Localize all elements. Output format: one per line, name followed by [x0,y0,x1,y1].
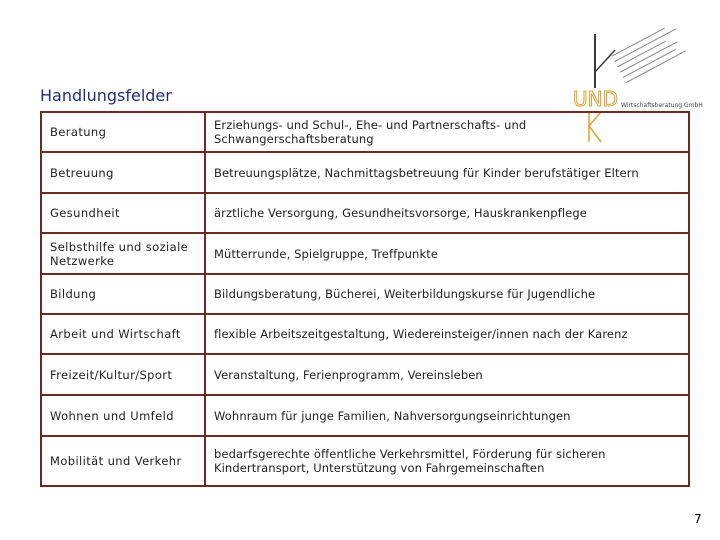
field-name-cell: Betreuung [41,152,205,193]
field-description-cell: Erziehungs- und Schul-, Ehe- und Partnerschafts- und Schwangerschaftsberatung [205,112,689,152]
table-body [41,112,689,486]
field-description-cell: Bildungsberatung, Bücherei, Weiterbildungskurse für Jugendliche [205,274,689,314]
fields-table [40,111,690,487]
table-row [41,354,689,395]
field-description-cell: Veranstaltung, Ferienprogramm, Vereinsleben [205,354,689,395]
field-name-cell: Beratung [41,112,205,152]
table-row [41,314,689,354]
field-name-cell: Wohnen und Umfeld [41,395,205,436]
logo-k-arm [595,50,615,72]
table-row [41,436,689,486]
field-name-cell: Bildung [41,274,205,314]
page-title: Handlungsfelder [40,86,172,105]
field-description-cell: Mütterrunde, Spielgruppe, Treffpunkte [205,233,689,274]
logo-subtitle: Wirtschaftsberatung GmbH [621,102,703,109]
table-row [41,233,689,274]
field-name-cell: Mobilität und Verkehr [41,436,205,486]
table-row [41,112,689,152]
field-description-cell: ärztliche Versorgung, Gesundheitsvorsorge, Hauskrankenpflege [205,193,689,233]
field-description-cell: bedarfsgerechte öffentliche Verkehrsmittel, Förderung für sicheren Kindertransport, Unterstützung von Fahrgemeinschaften [205,436,689,486]
page-number: 7 [694,512,702,526]
field-name-cell: Selbsthilfe und soziale Netzwerke [41,233,205,274]
field-description-cell: flexible Arbeitszeitgestaltung, Wiedereinsteiger/innen nach der Karenz [205,314,689,354]
field-description-cell: Wohnraum für junge Familien, Nahversorgungseinrichtungen [205,395,689,436]
logo-word: UND [573,87,618,111]
table-row [41,193,689,233]
table-row [41,395,689,436]
field-name-cell: Gesundheit [41,193,205,233]
table-row [41,274,689,314]
field-name-cell: Arbeit und Wirtschaft [41,314,205,354]
field-description-cell: Betreuungsplätze, Nachmittagsbetreuung für Kinder berufstätiger Eltern [205,152,689,193]
field-name-cell: Freizeit/Kultur/Sport [41,354,205,395]
table-row [41,152,689,193]
